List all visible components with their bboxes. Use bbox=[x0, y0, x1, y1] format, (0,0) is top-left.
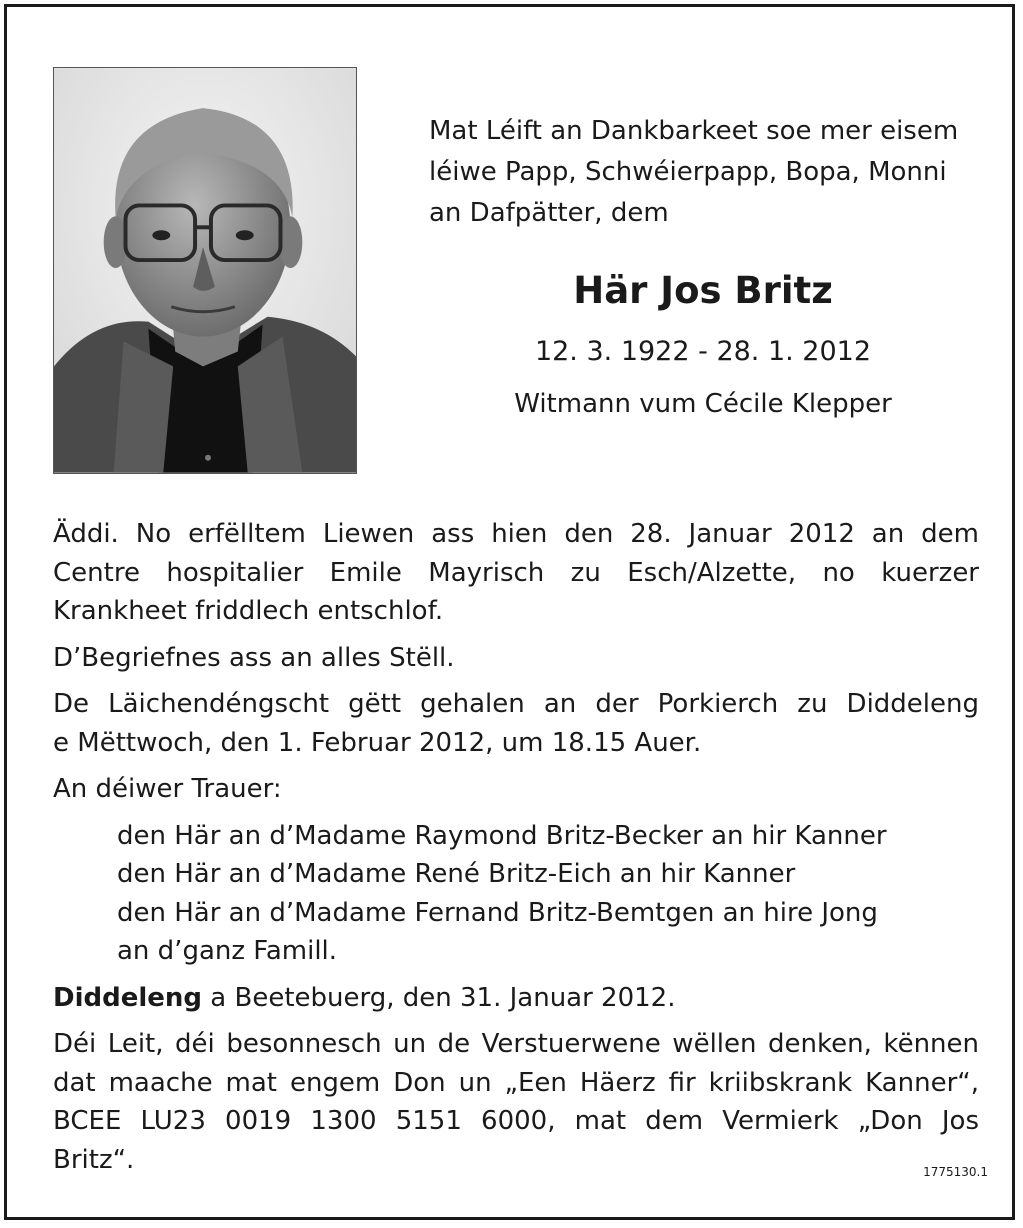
announcement-paragraph bbox=[53, 515, 979, 631]
mourner-line: den Här an d’Madame René Britz-Eich an hir Kanner bbox=[117, 859, 796, 889]
intro-line: léiwe Papp, Schwéierpapp, Bopa, Monni bbox=[429, 157, 947, 187]
donation-line: BCEE LU23 0019 1300 5151 6000, mat dem Vermierk „Don Jos bbox=[53, 1106, 979, 1136]
donation-line: Déi Leit, déi besonnesch un de Verstuerwene wëllen denken, kënnen bbox=[53, 1029, 979, 1059]
portrait-photo bbox=[53, 67, 357, 474]
donation-paragraph bbox=[53, 1025, 979, 1179]
reference-number: 1775130.1 bbox=[923, 1165, 988, 1179]
funeral-line: De Läichendéngscht gëtt gehalen an der Porkierch zu Diddeleng bbox=[53, 689, 979, 719]
burial-note: D’Begriefnes ass an alles Stëll. bbox=[53, 642, 455, 673]
announcement-line: Äddi. No erfëlltem Liewen ass hien den 28. Januar 2012 an dem bbox=[53, 519, 979, 549]
widow-note: Witmann vum Cécile Klepper bbox=[514, 389, 892, 419]
mourners-heading: An déiwer Trauer: bbox=[53, 774, 282, 804]
date-text: a Beetebuerg, den 31. Januar 2012. bbox=[202, 982, 676, 1013]
funeral-line: e Mëttwoch, den 1. Februar 2012, um 18.15 Auer. bbox=[53, 727, 702, 758]
deceased-info bbox=[429, 265, 977, 424]
donation-line: Britz“. bbox=[53, 1144, 135, 1175]
donation-line: dat maache mat engem Don un „Een Häerz fir kriibskrank Kanner“, bbox=[53, 1067, 979, 1098]
mourner-line: den Här an d’Madame Fernand Britz-Bemtgen an hire Jong bbox=[117, 897, 878, 928]
intro-text bbox=[429, 111, 989, 234]
announcement-line: Krankheet friddlech entschlof. bbox=[53, 596, 444, 626]
mourner-line: an d’ganz Famill. bbox=[117, 936, 338, 966]
deceased-name: Här Jos Britz bbox=[573, 269, 833, 312]
funeral-paragraph bbox=[53, 685, 979, 762]
announcement-line: Centre hospitalier Emile Mayrisch zu Esch/Alzette, no kuerzer bbox=[53, 557, 979, 588]
place-name: Diddeleng bbox=[53, 982, 203, 1013]
mourners-list bbox=[53, 817, 979, 971]
mourner-line: den Här an d’Madame Raymond Britz-Becker an hir Kanner bbox=[117, 820, 887, 851]
place-date bbox=[53, 979, 979, 1018]
life-dates: 12. 3. 1922 - 28. 1. 2012 bbox=[534, 336, 872, 367]
intro-line: Mat Léift an Dankbarkeet soe mer eisem bbox=[429, 116, 959, 146]
obituary-notice bbox=[4, 4, 1015, 1220]
intro-line: an Dafpätter, dem bbox=[429, 198, 669, 228]
portrait-photo-icon bbox=[54, 68, 356, 473]
notice-body bbox=[53, 515, 979, 1179]
